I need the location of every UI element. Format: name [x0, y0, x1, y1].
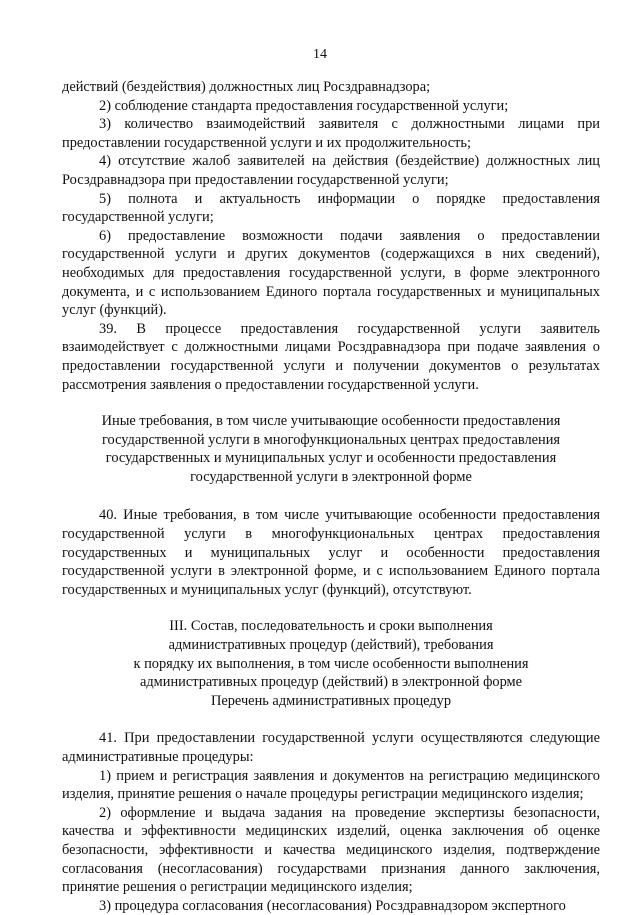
- heading-line: государственной услуги в многофункциональных центрах предоставления: [101, 431, 561, 448]
- paragraph-40: 40. Иные требования, в том числе учитывающие особенности предоставления государственной услуги в многофункциональных центрах предоставления государственных и муниципальных услуг и особенности предоставления государственной услуги в электронной форме, и с использованием Единого портала государственных и муниципальных услуг (функций), отсутствуют.: [62, 507, 600, 598]
- heading-other-requirements: [62, 412, 600, 486]
- paragraph-continuation: действий (бездействия) должностных лиц Росздравнадзора;: [62, 79, 431, 95]
- heading-line: III. Состав, последовательность и сроки выполнения: [169, 618, 493, 635]
- page-number: 14: [313, 47, 327, 62]
- subheading-procedures-list: Перечень административных процедур: [210, 692, 452, 709]
- list-item-3: 3) количество взаимодействий заявителя с должностными лицами при предоставлении государственной услуги и их продолжительность;: [62, 116, 600, 151]
- document-body: [62, 78, 600, 915]
- heading-line: к порядку их выполнения, в том числе особенности выполнения: [133, 655, 529, 672]
- heading-line: административных процедур (действий) в электронной форме: [139, 674, 523, 691]
- heading-line: государственных и муниципальных услуг и особенности предоставления: [105, 450, 557, 467]
- list-item-5: 5) полнота и актуальность информации о порядке предоставления государственной услуги;: [62, 190, 600, 226]
- procedure-item-2: 2) оформление и выдача задания на проведение экспертизы безопасности, качества и эффективности медицинских изделий, оценка заключения об оценке безопасности, эффективности и качества медицинского изделия, подтверждение согласования (несогласования) государствами признания данного заключения, принятие решения о регистрации медицинского изделия;: [62, 804, 600, 896]
- heading-line: Иные требования, в том числе учитывающие особенности предоставления: [101, 413, 561, 430]
- heading-line: государственной услуги в электронной форме: [190, 468, 472, 485]
- section-3-heading: [62, 617, 600, 710]
- heading-line: административных процедур (действий), требования: [168, 637, 494, 654]
- list-item-4: 4) отсутствие жалоб заявителей на действия (бездействие) должностных лиц Росздравнадзора при предоставлении государственной услуги;: [62, 153, 600, 188]
- paragraph-39: 39. В процессе предоставления государственной услуги заявитель взаимодействует с должностными лицами Росздравнадзора при подаче заявления о предоставлении государственной услуги и получении документов о результатах рассмотрения заявления о предоставлении государственной услуги.: [62, 320, 600, 393]
- procedure-item-1: 1) прием и регистрация заявления и документов на регистрацию медицинского изделия, принятие решения о начале процедуры регистрации медицинского изделия;: [62, 767, 600, 803]
- procedure-item-3: 3) процедура согласования (несогласования) Росздравнадзором экспертного: [99, 897, 566, 914]
- paragraph-41: 41. При предоставлении государственной услуги осуществляются следующие административные процедуры:: [62, 730, 600, 765]
- list-item-2: 2) соблюдение стандарта предоставления государственной услуги;: [99, 97, 509, 114]
- list-item-6: 6) предоставление возможности подачи заявления о предоставлении государственной услуги и других документов (содержащихся в них сведений), необходимых для предоставления государственной услуги, в форме электронного документа, и с использованием Единого портала государственных и муниципальных услуг (функций).: [62, 227, 600, 319]
